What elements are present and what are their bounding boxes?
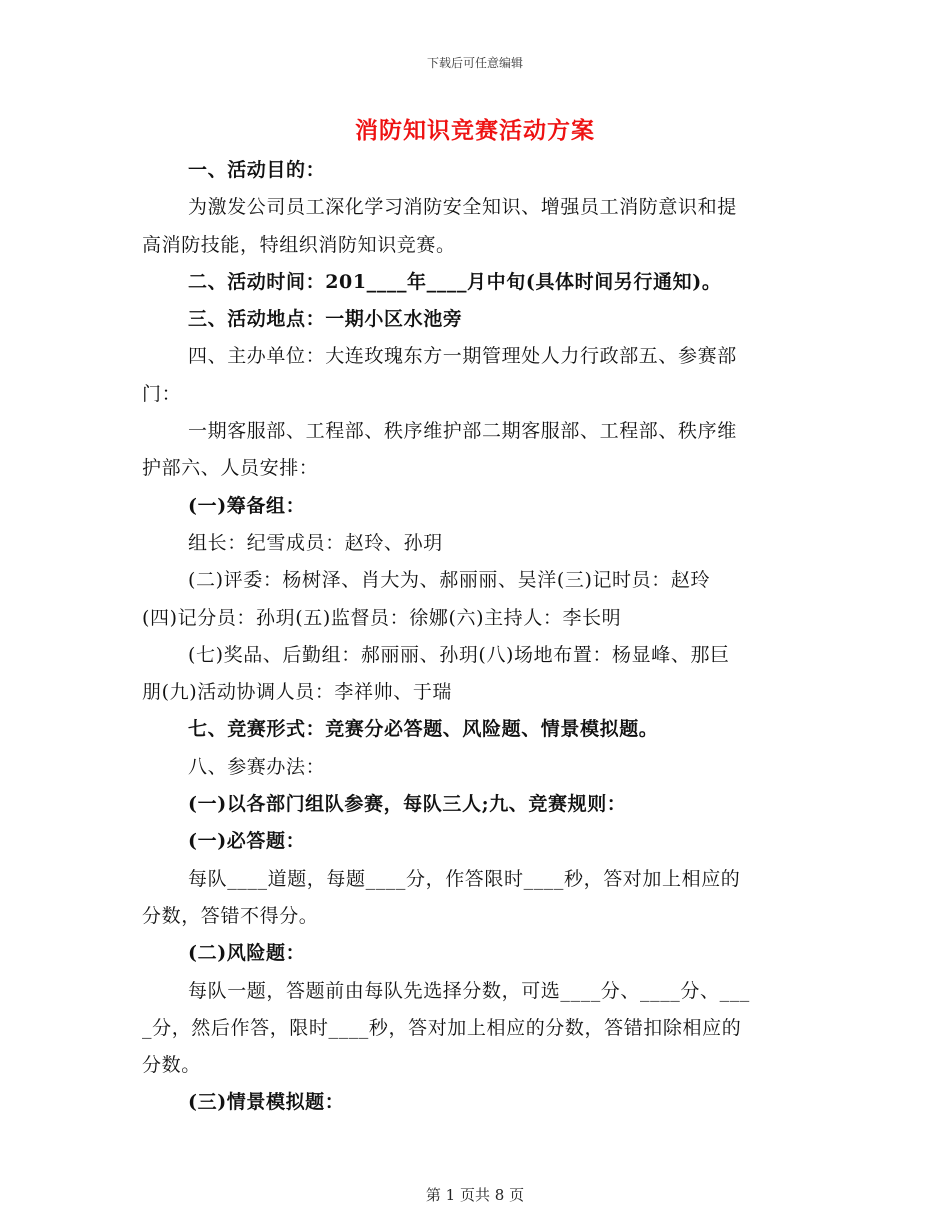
text-line: (一)必答题： <box>188 830 306 853</box>
text-line: (七)奖品、后勤组：郝丽丽、孙玥(八)场地布置：杨显峰、那巨 <box>188 643 730 666</box>
text-line: 护部六、人员安排： <box>142 457 319 480</box>
text-line: (四)记分员：孙玥(五)监督员：徐娜(六)主持人：李长明 <box>142 606 622 629</box>
text-line: 组长：纪雪成员：赵玲、孙玥 <box>188 531 443 554</box>
text-line: 高消防技能，特组织消防知识竞赛。 <box>142 233 456 256</box>
text-line: 分数，答错不得分。 <box>142 904 319 927</box>
text-line: 八、参赛办法： <box>188 755 326 778</box>
page-footer-number: 第 1 页共 8 页 <box>425 1186 525 1204</box>
document-body <box>142 152 808 1122</box>
text-line: 每队____道题，每题____分，作答限时____秒，答对加上相应的 <box>188 867 741 890</box>
text-line: 二、活动时间：201____年____月中旬(具体时间另行通知)。 <box>188 270 722 293</box>
text-line: 四、主办单位：大连玫瑰东方一期管理处人力行政部五、参赛部 <box>188 345 737 368</box>
text-line: 三、活动地点：一期小区水池旁 <box>188 308 463 331</box>
text-line: _分，然后作答，限时____秒，答对加上相应的分数，答错扣除相应的 <box>142 1016 742 1039</box>
document-title: 消防知识竞赛活动方案 <box>355 117 595 144</box>
text-line: 七、竞赛形式：竞赛分必答题、风险题、情景模拟题。 <box>188 718 659 741</box>
text-line: 朋(九)活动协调人员：李祥帅、于瑞 <box>142 681 453 704</box>
text-line: (一)以各部门组队参赛，每队三人;九、竞赛规则： <box>188 793 627 816</box>
text-line: 一、活动目的： <box>188 159 326 181</box>
text-line: (二)风险题： <box>188 942 306 965</box>
page-header-note: 下载后可任意编辑 <box>426 56 523 70</box>
text-line: 门： <box>142 382 182 405</box>
text-line: 每队一题，答题前由每队先选择分数，可选____分、____分、___ <box>188 979 750 1002</box>
text-line: (一)筹备组： <box>188 494 306 517</box>
text-line: (二)评委：杨树泽、肖大为、郝丽丽、吴洋(三)记时员：赵玲 <box>188 569 711 592</box>
text-line: 为激发公司员工深化学习消防安全知识、增强员工消防意识和提 <box>188 196 737 219</box>
text-line: 分数。 <box>142 1054 201 1077</box>
text-line: 一期客服部、工程部、秩序维护部二期客服部、工程部、秩序维 <box>188 420 737 443</box>
text-line: (三)情景模拟题： <box>188 1091 345 1114</box>
